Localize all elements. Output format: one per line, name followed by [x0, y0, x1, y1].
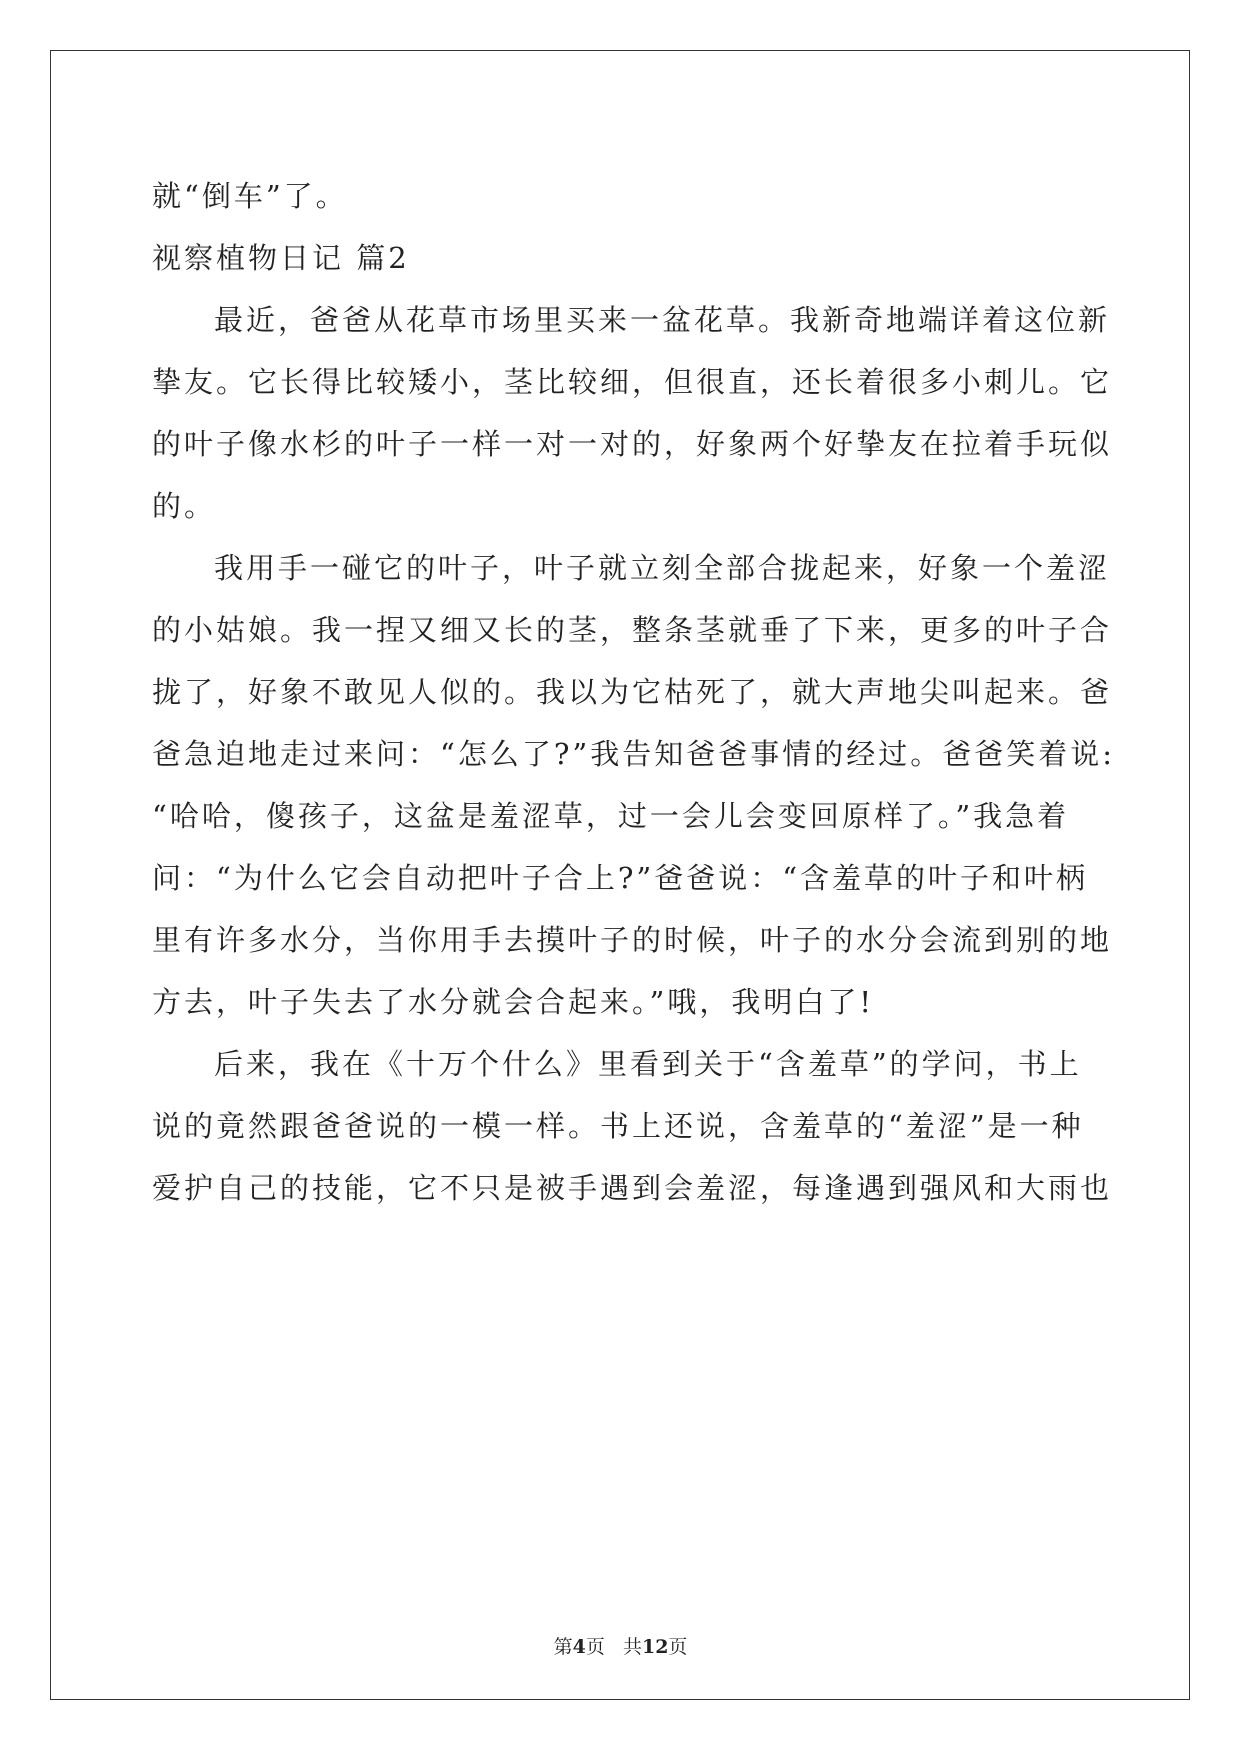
text-line: 的叶子像水杉的叶子一样一对一对的，好象两个好挚友在拉着手玩似: [152, 427, 1113, 461]
text-line: 后来，我在《十万个什么》里看到关于“含羞草”的学问，书上: [214, 1047, 1082, 1081]
total-prefix: 共: [622, 1636, 642, 1658]
text-line: 问：“为什么它会自动把叶子合上?”爸爸说：“含羞草的叶子和叶柄: [152, 861, 1089, 895]
total-suffix: 页: [668, 1636, 688, 1658]
text-line: 挚友。它长得比较矮小，茎比较细，但很直，还长着很多小刺儿。它: [152, 365, 1113, 399]
text-line: 里有许多水分，当你用手去摸叶子的时候，叶子的水分会流到别的地: [152, 923, 1113, 957]
text-line: 最近，爸爸从花草市场里买来一盆花草。我新奇地端详着这位新: [214, 303, 1111, 337]
section-heading: 视察植物日记 篇2: [152, 241, 410, 275]
document-body: [152, 165, 1115, 1219]
text-line: 方去，叶子失去了水分就会合起来。”哦，我明白了!: [152, 985, 874, 1019]
text-line: 爸急迫地走过来问：“怎么了?”我告知爸爸事情的经过。爸爸笑着说:: [152, 737, 1115, 771]
text-line: 就“倒车”了。: [152, 179, 348, 213]
page-footer: [0, 1632, 1241, 1659]
total-pages: 12: [641, 1636, 669, 1658]
text-line: 我用手一碰它的叶子，叶子就立刻全部合拢起来，好象一个羞涩: [214, 551, 1111, 585]
page-suffix: 页: [585, 1636, 605, 1658]
text-line: 的小姑娘。我一捏又细又长的茎，整条茎就垂了下来，更多的叶子合: [152, 613, 1113, 647]
text-line: 说的竟然跟爸爸说的一模一样。书上还说，含羞草的“羞涩”是一种: [152, 1109, 1084, 1143]
page-number: 4: [572, 1636, 586, 1658]
text-line: 爱护自己的技能，它不只是被手遇到会羞涩，每逢遇到强风和大雨也: [152, 1171, 1113, 1205]
text-line: “哈哈，傻孩子，这盆是羞涩草，过一会儿会变回原样了。”我急着: [152, 799, 1070, 833]
text-line: 拢了，好象不敢见人似的。我以为它枯死了，就大声地尖叫起来。爸: [152, 675, 1113, 709]
page-prefix: 第: [553, 1636, 573, 1658]
text-line: 的。: [152, 489, 217, 523]
